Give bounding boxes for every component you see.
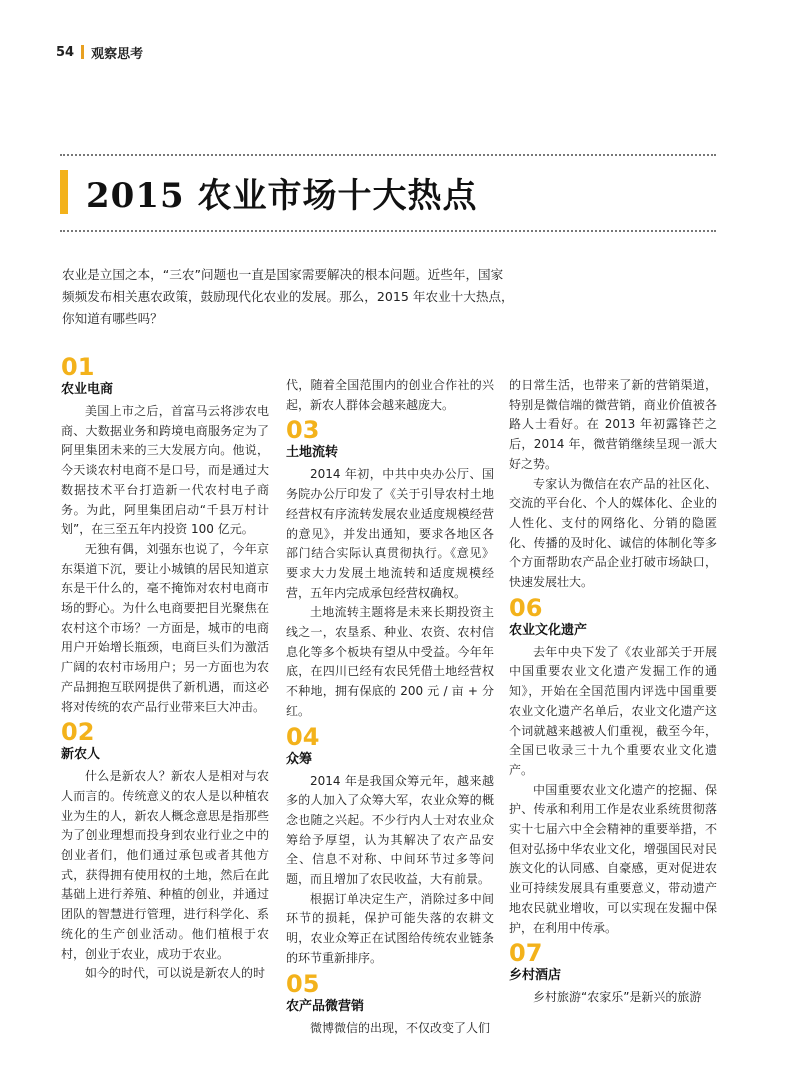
article-title: 2015 农业市场十大热点 [86, 175, 478, 216]
header-divider-bar [81, 45, 84, 59]
section-number: 04 [286, 722, 320, 751]
section-number: 03 [286, 416, 320, 445]
body-paragraph: 无独有偶，刘强东也说了，今年京东渠道下沉，要让小城镇的居民知道京东是干什么的，毫不掩饰对农村电商市场的野心。为什么电商要把目光聚焦在农村这个市场？一方面是，城市的电商用户开始增长瓶颈，电商巨头们为激活广阔的农村市场用户；另一方面也为农产品拥抱互联网提供了新机遇，而这必将对传统的农产品行业带来巨大冲击。 [61, 541, 269, 714]
body-paragraph: 2014 年是我国众筹元年，越来越多的人加入了众筹大军，农业众筹的概念也随之兴起。不少行内人士对农业众筹给予厚望，认为其解决了农产品安全、信息不对称、中间环节过多等问题，而且增加了农民收益，大有前景。 [286, 773, 494, 887]
top-dotted-divider [60, 154, 716, 156]
section-number: 07 [509, 939, 543, 968]
section-number: 06 [509, 593, 543, 622]
section-number: 01 [61, 353, 95, 381]
section-name: 观察思考 [91, 46, 144, 62]
body-paragraph: 根据订单决定生产，消除过多中间环节的损耗，保护可能失落的农耕文明，农业众筹正在试图给传统农业链条的环节重新排序。 [286, 891, 494, 965]
body-paragraph: 乡村旅游“农家乐”是新兴的旅游 [533, 990, 702, 1005]
article-title-block [60, 168, 477, 216]
body-paragraph: 土地流转主题将是未来长期投资主线之一，农垦系、种业、农资、农村信息化等多个板块有望从中受益。今年年底，在四川已经有农民凭借土地经营权不种地，拥有保底的 200 元 / 亩 + 分红。 [286, 605, 494, 718]
section-title: 土地流转 [286, 445, 339, 461]
body-paragraph: 2014 年初，中共中央办公厅、国务院办公厅印发了《关于引导农村土地经营权有序流转发展农业适度规模经营的意见》，并发出通知，要求各地区各部门结合实际认真贯彻执行。《意见》要求大力发展土地流转和适度规模经营，五年内完成承包经营权确权。 [286, 467, 494, 600]
body-paragraph: 中国重要农业文化遗产的挖掘、保护、传承和利用工作是农业系统贯彻落实十七届六中全会精神的重要举措，不但对弘扬中华农业文化，增强国民对民族文化的认同感、自豪感，更对促进农业可持续发展具有重要意义，带动遗产地农民就业增收，可以实现在发掘中保护，在利用中传承。 [509, 782, 717, 935]
body-paragraph: 去年中央下发了《农业部关于开展中国重要农业文化遗产发掘工作的通知》，开始在全国范围内评选中国重要农业文化遗产名单后，农业文化遗产这个词就越来越被人们重视，截至今年，全国已收录三十九个重要农业文化遗产。 [509, 644, 717, 777]
section-title: 新农人 [61, 747, 101, 763]
section-title: 乡村酒店 [509, 968, 562, 984]
section-title: 农业电商 [61, 382, 114, 397]
title-dotted-divider [60, 230, 716, 232]
intro-line: 你知道有哪些吗？ [62, 311, 163, 326]
section-number: 05 [286, 969, 320, 998]
page-number: 54 [56, 44, 75, 60]
body-paragraph: 专家认为微信在农产品的社区化、交流的平台化、个人的媒体化、企业的人性化、支付的网络化、分销的隐匿化、传播的及时化、诚信的体制化等多个方面帮助农产品企业打破市场缺口，快速发展壮大。 [509, 476, 717, 590]
body-paragraph: 什么是新农人？新农人是相对与农人而言的。传统意义的农人是以种植农业为生的人，新农人概念意思是指那些为了创业理想而投身到农业行业之中的创业者们，他们通过承包或者其他方式，获得拥有使用权的土地，然后在此基础上进行养殖、种植的创业，并通过团队的智慧进行管理，进行科学化、系统化的生产创业活动。他们植根于农村，创业于农业，成功于农业。 [61, 769, 269, 961]
intro-paragraph [62, 264, 662, 330]
body-paragraph: 的日常生活，也带来了新的营销渠道，特别是微信端的微营销，商业价值被各路人士看好。在 2013 年初露锋芒之后，2014 年，微营销继续呈现一派大好之势。 [509, 378, 717, 471]
section-number: 02 [61, 718, 95, 747]
section-title: 农产品微营销 [286, 998, 365, 1014]
column-2 [286, 376, 494, 1038]
intro-line: 农业是立国之本，“三农”问题也一直是国家需要解决的根本问题。近些年，国家 [62, 267, 504, 282]
section-title: 众筹 [286, 751, 313, 767]
body-paragraph: 美国上市之后，首富马云将涉农电商、大数据业务和跨境电商服务定为了阿里集团未来的三大发展方向。他说，今天谈农村电商不是口号，而是通过大数据技术平台打造新一代农村电子商务。为此，阿里集团启动“千县万村计划”，在三至五年内投资 100 亿元。 [61, 404, 269, 537]
column-3 [509, 376, 717, 1008]
section-title: 农业文化遗产 [509, 622, 588, 638]
page-header [56, 42, 143, 62]
intro-line: 频频发布相关惠农政策，鼓励现代化农业的发展。那么，2015 年农业十大热点， [62, 289, 514, 304]
column-1 [61, 352, 269, 984]
body-paragraph: 代，随着全国范围内的创业合作社的兴起，新农人群体会越来越庞大。 [286, 378, 494, 412]
title-accent-bar [60, 170, 68, 214]
body-paragraph: 微博微信的出现，不仅改变了人们 [310, 1020, 491, 1035]
body-paragraph: 如今的时代，可以说是新农人的时 [85, 966, 266, 981]
